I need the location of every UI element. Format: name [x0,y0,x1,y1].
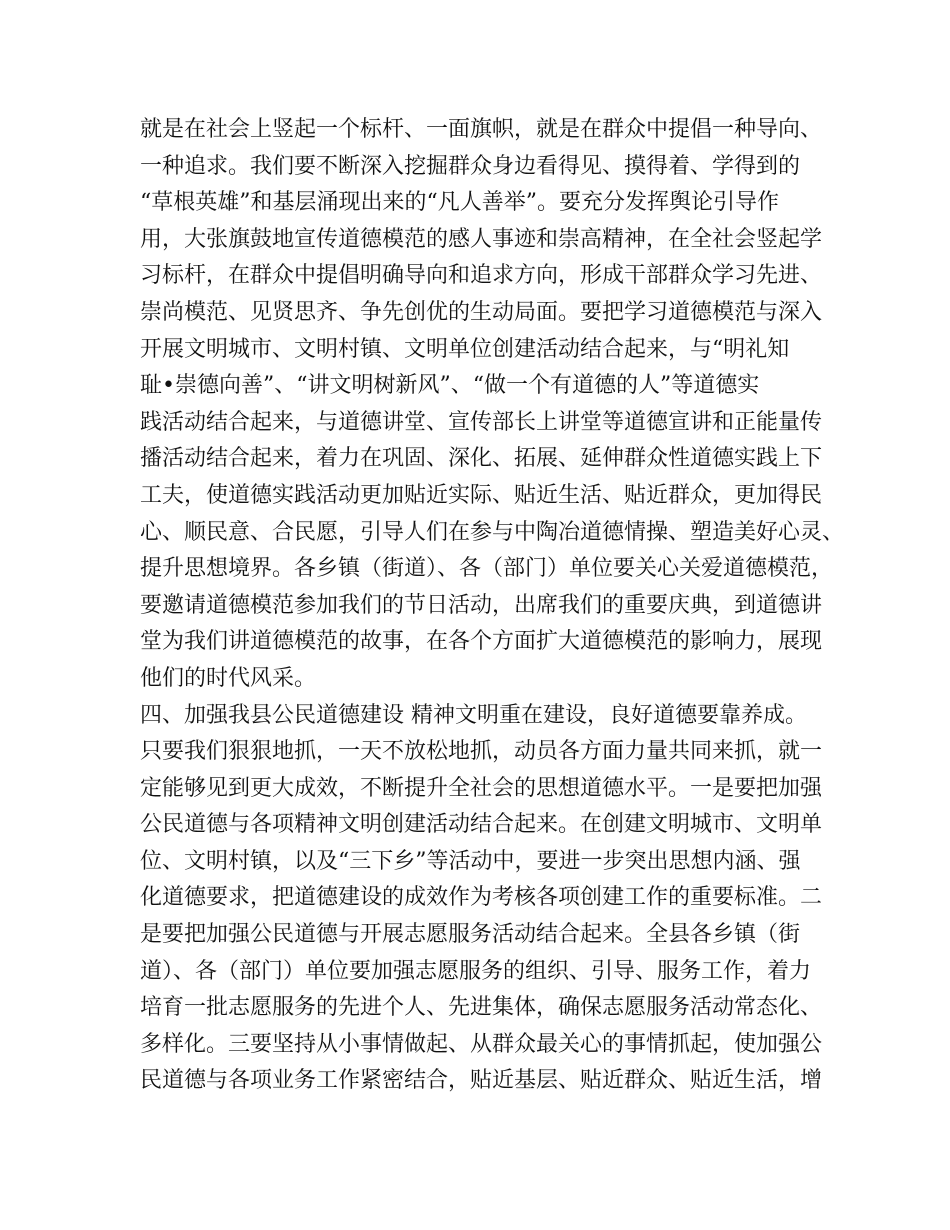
text-line: 民道德与各项业务工作紧密结合，贴近基层、贴近群众、贴近生活，增 [140,1068,823,1094]
text-line: 习标杆，在群众中提倡明确导向和追求方向，形成干部群众学习先进、 [140,263,823,289]
text-line: 就是在社会上竖起一个标杆、一面旗帜，就是在群众中提倡一种导向、 [140,117,823,142]
text-line: 多样化。三要坚持从小事情做起、从群众最关心的事情抓起，使加强公 [140,1031,823,1057]
text-line: 播活动结合起来，着力在巩固、深化、拓展、延伸群众性道德实践上下 [140,446,823,472]
text-line: 位、文明村镇，以及“三下乡”等活动中，要进一步突出思想内涵、强 [140,848,801,874]
text-line: “草根英雄”和基层涌现出来的“凡人善举”。要充分发挥舆论引导作 [140,190,779,216]
text-line: 一种追求。我们要不断深入挖掘群众身边看得见、摸得着、学得到的 [140,153,801,179]
text-line: 化道德要求，把道德建设的成效作为考核各项创建工作的重要标准。二 [140,885,823,911]
text-line: 工夫，使道德实践活动更加贴近实际、贴近生活、贴近群众，更加得民 [140,482,823,508]
text-line: 堂为我们讲道德模范的故事，在各个方面扩大道德模范的影响力，展现 [140,629,823,655]
text-line: 耻•崇德向善”、“讲文明树新风”、“做一个有道德的人”等道德实 [140,373,760,399]
text-line: 崇尚模范、见贤思齐、争先创优的生动局面。要把学习道德模范与深入 [140,299,823,325]
text-line: 是要把加强公民道德与开展志愿服务活动结合起来。全县各乡镇（街 [140,922,801,948]
text-line: 开展文明城市、文明村镇、文明单位创建活动结合起来，与“明礼知 [140,336,790,362]
text-line: 只要我们狠狠地抓，一天不放松地抓，动员各方面力量共同来抓，就一 [140,739,823,765]
text-line: 培育一批志愿服务的先进个人、先进集体，确保志愿服务活动常态化、 [140,995,823,1021]
text-line: 定能够见到更大成效，不断提升全社会的思想道德水平。一是要把加强 [140,775,823,801]
text-line: 用，大张旗鼓地宣传道德模范的感人事迹和崇高精神，在全社会竖起学 [140,226,823,252]
text-line: 心、顺民意、合民愿，引导人们在参与中陶冶道德情操、塑造美好心灵、 [140,519,845,545]
text-line: 践活动结合起来，与道德讲堂、宣传部长上讲堂等道德宣讲和正能量传 [140,409,823,435]
text-line: 要邀请道德模范参加我们的节日活动，出席我们的重要庆典，到道德讲 [140,592,823,618]
text-line: 提升思想境界。各乡镇（街道）、各（部门）单位要关心关爱道德模范， [140,556,834,582]
section-heading-line: 四、加强我县公民道德建设 精神文明重在建设，良好道德要靠养成。 [140,702,807,728]
document-body [140,112,845,1100]
text-line: 道）、各（部门）单位要加强志愿服务的组织、引导、服务工作，着力 [140,958,812,984]
text-line: 他们的时代风采。 [140,665,317,691]
text-line: 公民道德与各项精神文明创建活动结合起来。在创建文明城市、文明单 [140,812,823,838]
